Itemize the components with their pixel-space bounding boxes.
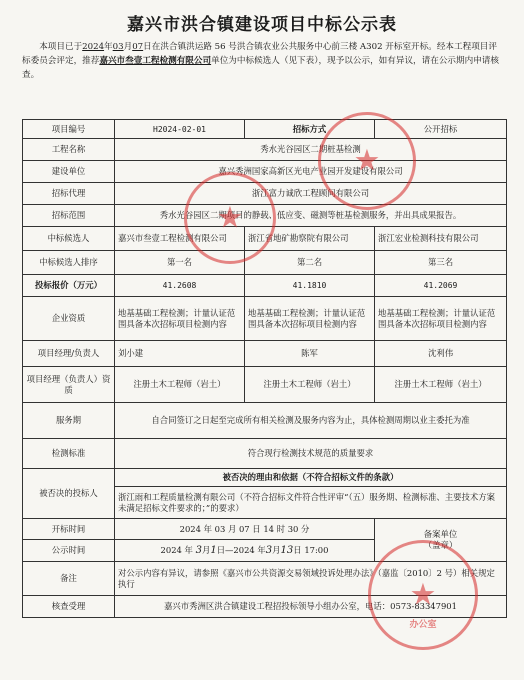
candidates-label: 中标候选人 (23, 227, 115, 251)
publicity-a: 2024 年 (160, 545, 193, 555)
rejected-detail (115, 487, 507, 519)
office-seal-text: 办公室 (409, 620, 437, 630)
intro-month: 03 (112, 42, 124, 52)
intro-paragraph (22, 40, 504, 82)
manager-label: 项目经理/负责人 (23, 341, 115, 367)
project-no: H2024-02-01 (115, 120, 245, 139)
agent: 浙江富力诚欣工程顾问有限公司 (115, 183, 507, 205)
candidate-3: 浙江宏业检测科技有限公司 (375, 227, 507, 251)
manager-qual-3: 注册土木工程师（岩土） (375, 367, 507, 403)
bid-method-label: 招标方式 (245, 120, 375, 139)
publicity-time (115, 540, 375, 562)
bid-table (22, 119, 507, 618)
rank-1: 第一名 (115, 251, 245, 275)
publicity-b: 月 (201, 545, 211, 555)
manager-qual-2: 注册土木工程师（岩土） (245, 367, 375, 403)
intro-text-a: 本项目已于 (39, 42, 83, 52)
project-name: 秀水光谷园区二期桩基检测 (115, 139, 507, 161)
notes-label: 备注 (23, 562, 115, 596)
open-time-label: 开标时间 (23, 519, 115, 540)
record-unit-stamp-note: （盖章） (423, 540, 458, 550)
verify-label: 核查受理 (23, 596, 115, 618)
candidate-1: 嘉兴市叁壹工程检测有限公司 (115, 227, 245, 251)
page-title: 嘉兴市洪合镇建设项目中标公示表 (127, 15, 397, 35)
publicity-d: 月 (272, 545, 281, 555)
intro-month-suffix: 月 (123, 42, 133, 52)
rejected-company: 浙江雨和工程质量检测有限公司 (118, 491, 236, 502)
price-label: 投标报价（万元） (23, 275, 115, 297)
record-unit-cell (375, 519, 507, 562)
scope-label: 招标范围 (23, 205, 115, 227)
price-1: 41.2608 (115, 275, 245, 297)
builder: 嘉兴秀洲国家高新区光电产业园开发建设有限公司 (115, 161, 507, 183)
bid-method: 公开招标 (375, 120, 507, 139)
builder-label: 建设单位 (23, 161, 115, 183)
seal-star-icon-2: ★ (216, 200, 244, 236)
rank-3: 第三名 (375, 251, 507, 275)
intro-day: 07 (132, 42, 144, 52)
manager-2: 陈军 (245, 341, 375, 367)
intro-text-c: 单位为中标候选人（见下表），现予以公示，如有异议，请在公示期内申请核查。 (22, 56, 499, 80)
seal-star-icon-3: ★ (409, 577, 437, 613)
qual-2: 地基基础工程检测；计量认证范围具备本次招标项目检测内容 (245, 297, 375, 341)
scope: 秀水光谷园区二期项目的静载、低应变、磁测等桩基检测服务，并出具成果报告。 (115, 205, 507, 227)
qual-3: 地基基础工程检测；计量认证范围具备本次招标项目检测内容 (375, 297, 507, 341)
project-name-label: 工程名称 (23, 139, 115, 161)
rank-label: 中标候选人排序 (23, 251, 115, 275)
rejected-label: 被否决的投标人 (23, 469, 115, 519)
standard-label: 检测标准 (23, 439, 115, 469)
qual-1: 地基基础工程检测；计量认证范围具备本次招标项目检测内容 (115, 297, 245, 341)
service: 自合同签订之日起至完成所有相关检测及服务内容为止，具体检测周期以业主委托为准 (115, 403, 507, 439)
manager-qual-label: 项目经理（负责人）资质 (23, 367, 115, 403)
standard: 符合现行检测技术规范的质量要求 (115, 439, 507, 469)
verify: 嘉兴市秀洲区洪合镇建设工程招投标领导小组办公室，电话：0573-83347901 (115, 596, 507, 618)
record-unit: 备案单位 (423, 529, 458, 539)
manager-qual-1: 注册土木工程师（岩土） (115, 367, 245, 403)
open-time: 2024 年 03 月 07 日 14 时 30 分 (115, 519, 375, 540)
rank-2: 第二名 (245, 251, 375, 275)
intro-year-suffix: 年 (104, 42, 113, 52)
notes: 对公示内容有异议，请参照《嘉兴市公共资源交易领域投诉处理办法》（嘉监〔2010〕2 号）相关规定执行 (115, 562, 507, 596)
intro-winner: 嘉兴市叁壹工程检测有限公司 (99, 56, 212, 66)
price-3: 41.2069 (375, 275, 507, 297)
publicity-label: 公示时间 (23, 540, 115, 562)
price-2: 41.1810 (245, 275, 375, 297)
intro-text-b: 日在洪合镇洪运路 56 号洪合镇农业公共服务中心前三楼 A302 开标室开标。经本工程项目评标委员会评定，推荐 (22, 42, 497, 66)
seal-star-icon: ★ (353, 143, 381, 179)
intro-year: 2024 (82, 42, 105, 52)
project-no-label: 项目编号 (23, 120, 115, 139)
publicity-month-2: 3 (265, 545, 273, 556)
publicity-day-1: 1 (210, 545, 217, 556)
agent-label: 招标代理 (23, 183, 115, 205)
candidate-2: 浙江省地矿勘察院有限公司 (245, 227, 375, 251)
rejected-reason: （不符合招标文件符合性评审“（五）服务期、检测标准、主要技术方案未满足招标文件要求的；”的要求） (118, 491, 495, 513)
qual-label: 企业资质 (23, 297, 115, 341)
manager-3: 沈利伟 (375, 341, 507, 367)
manager-1: 刘小建 (115, 341, 245, 367)
service-label: 服务期 (23, 403, 115, 439)
publicity-c: 日—2024 年 (216, 545, 266, 555)
publicity-month-1: 3 (195, 545, 202, 556)
publicity-e: 日 17:00 (293, 545, 329, 555)
publicity-day-2: 13 (280, 545, 294, 556)
rejected-header: 被否决的理由和依据（不符合招标文件的条款） (115, 469, 507, 487)
